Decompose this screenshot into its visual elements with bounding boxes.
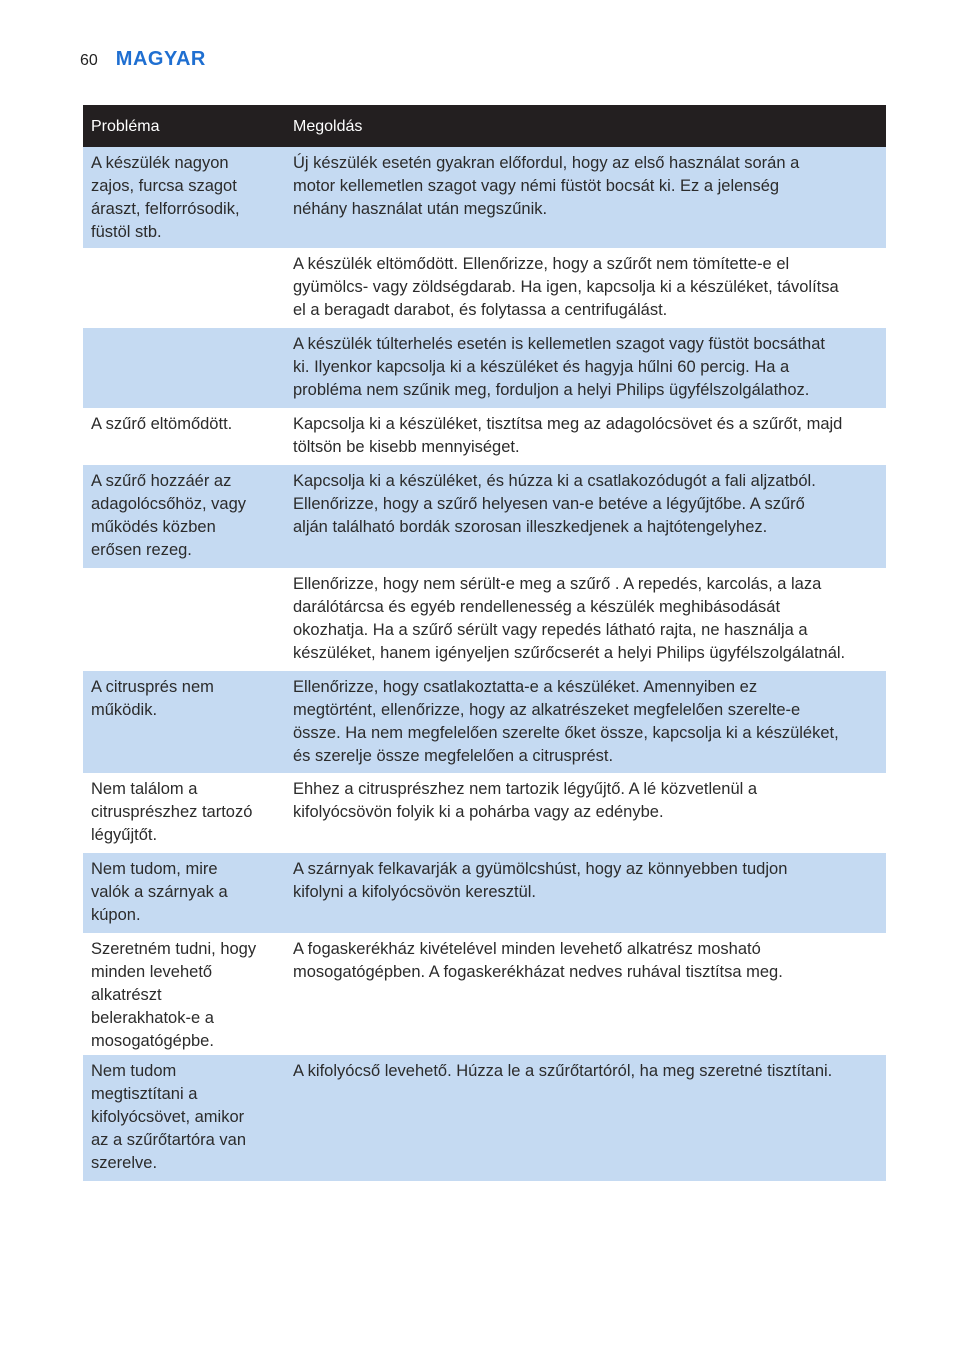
troubleshooting-table: [83, 105, 886, 1181]
solution-cell: Ellenőrizze, hogy nem sérült-e meg a szűrő . A repedés, karcolás, a laza darálótárcsa és egyéb rendellenesség a készülék meghibásodását okozhatja. Ha a szűrő sérült vagy repedés látható rajta, ne használja a készüléket, hanem igényeljen szűrőcserét a helyi Philips ügyfélszolgálatnál.: [293, 575, 846, 662]
table-row: [83, 408, 886, 465]
page-header: [80, 48, 206, 71]
table-row: [83, 465, 886, 568]
problem-cell: [83, 568, 284, 671]
solution-cell: Ehhez a citrusprészhez nem tartozik légyűjtő. A lé közvetlenül a kifolyócsövön folyik ki a pohárba vagy az edénybe.: [293, 780, 758, 821]
table-header-row: [83, 105, 886, 147]
solution-cell: Új készülék esetén gyakran előfordul, hogy az első használat során a motor kellemetlen szagot vagy némi füstöt bocsát ki. Ez a jelenség néhány használat után megszűnik.: [293, 154, 800, 218]
problem-cell: [83, 248, 284, 328]
solution-cell: A szárnyak felkavarják a gyümölcshúst, hogy az könnyebben tudjon kifolyni a kifolyócsövön keresztül.: [293, 860, 788, 901]
section-language-title: MAGYAR: [115, 48, 206, 70]
solution-cell: A fogaskerékház kivételével minden levehető alkatrész mosható mosogatógépben. A fogaskerékházat nedves ruhával tisztítsa meg.: [293, 940, 783, 981]
solution-cell: Ellenőrizze, hogy csatlakoztatta-e a készüléket. Amennyiben ez megtörtént, ellenőrizze, hogy az alkatrészeket megfelelően szerelte-e össze. Ha nem megfelelően szerelte őket össze, kapcsolja ki a készüléket, és szerelje össze megfelelően a citrusprést.: [293, 678, 839, 765]
problem-cell: A szűrő hozzáér az adagolócsőhöz, vagy működés közben erősen rezeg.: [91, 472, 247, 559]
table-row: [83, 933, 886, 1055]
column-header-solution: Megoldás: [293, 117, 363, 135]
problem-cell: A készülék nagyon zajos, furcsa szagot áraszt, felforrósodik, füstöl stb.: [91, 154, 240, 241]
table-row: [83, 328, 886, 408]
solution-cell: A készülék eltömődött. Ellenőrizze, hogy a szűrőt nem tömítette-e el gyümölcs- vagy zöldségdarab. Ha igen, kapcsolja ki a készüléket, távolítsa el a beragadt darabot, és folytassa a centrifugálást.: [293, 255, 839, 319]
solution-cell: A kifolyócső levehető. Húzza le a szűrőtartóról, ha meg szeretné tisztítani.: [293, 1062, 833, 1080]
table-row: [83, 568, 886, 671]
table-row: [83, 671, 886, 773]
column-header-problem: Probléma: [91, 117, 160, 135]
problem-cell: Nem találom a citrusprészhez tartozó légyűjtőt.: [91, 780, 253, 844]
solution-cell: Kapcsolja ki a készüléket, és húzza ki a csatlakozódugót a fali aljzatból. Ellenőrizze, hogy a szűrő helyesen van-e betéve a légyűjtőbe. A szűrő alján található bordák szorosan illeszkedjenek a hajtótengelyhez.: [293, 472, 816, 536]
table-row: [83, 1055, 886, 1181]
table-row: [83, 853, 886, 933]
problem-cell: [83, 328, 284, 408]
problem-cell: Szeretném tudni, hogy minden levehető alkatrészt belerakhatok-e a mosogatógépbe.: [91, 940, 257, 1050]
solution-cell: A készülék túlterhelés esetén is kellemetlen szagot vagy füstöt bocsáthat ki. Ilyenkor kapcsolja ki a készüléket és hagyja hűlni 60 percig. Ha a probléma nem szűnik meg, forduljon a helyi Philips ügyfélszolgálathoz.: [293, 335, 825, 399]
problem-cell: Nem tudom megtisztítani a kifolyócsövet, amikor az a szűrőtartóra van szerelve.: [91, 1062, 246, 1172]
problem-cell: A citrusprés nem működik.: [91, 678, 214, 719]
table-row: [83, 248, 886, 328]
problem-cell: Nem tudom, mire valók a szárnyak a kúpon.: [91, 860, 228, 924]
table-row: [83, 147, 886, 248]
problem-cell: A szűrő eltömődött.: [91, 415, 233, 433]
page-number: 60: [80, 52, 98, 69]
solution-cell: Kapcsolja ki a készüléket, tisztítsa meg az adagolócsövet és a szűrőt, majd töltsön be kisebb mennyiséget.: [293, 415, 843, 456]
table-row: [83, 773, 886, 853]
